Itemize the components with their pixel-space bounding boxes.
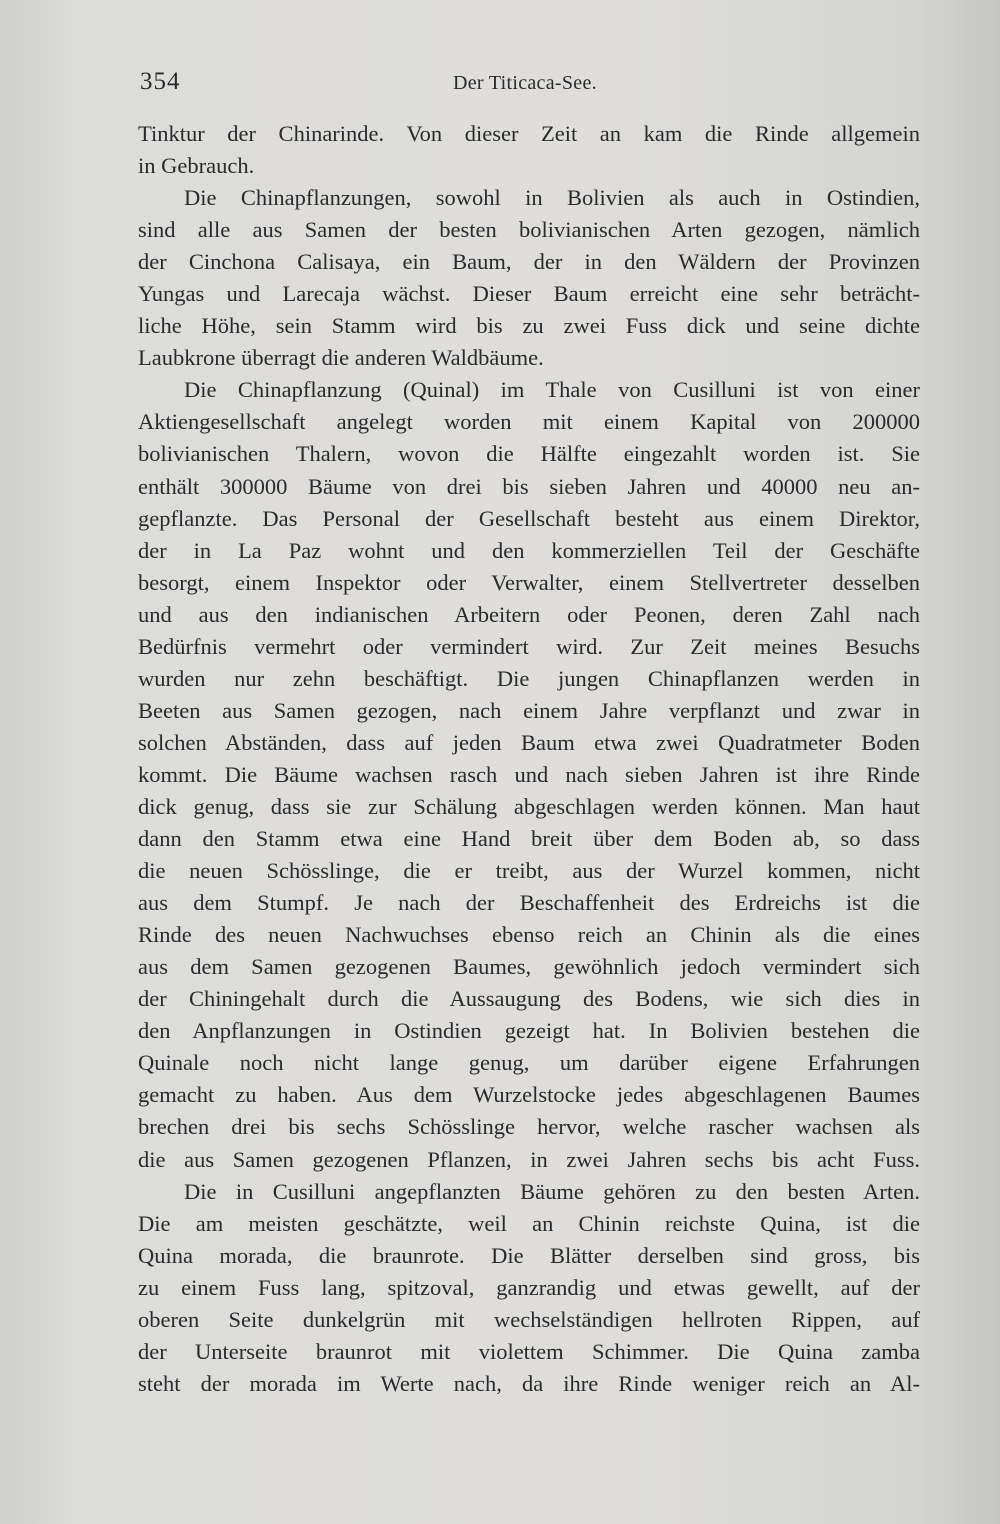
text-line: und aus den indianischen Arbeitern oder Peonen, deren Zahl nach (138, 601, 920, 627)
text-line: aus dem Stumpf. Je nach der Beschaffenheit des Erdreichs ist die (138, 890, 920, 916)
text-line: Quinale noch nicht lange genug, um darüber eigene Erfahrungen (138, 1050, 920, 1076)
text-line: Die am meisten geschätzte, weil an Chinin reichste Quina, ist die (138, 1210, 920, 1236)
text-line: der Cinchona Calisaya, ein Baum, der in den Wäldern der Provinzen (138, 249, 920, 275)
text-line: kommt. Die Bäume wachsen rasch und nach sieben Jahren ist ihre Rinde (138, 761, 920, 787)
text-line: Die Chinapflanzungen, sowohl in Bolivien als auch in Ostindien, (184, 185, 920, 211)
text-line: Quina morada, die braunrote. Die Blätter derselben sind gross, bis (138, 1242, 920, 1268)
page-header (138, 68, 918, 102)
text-line: aus dem Samen gezogenen Baumes, gewöhnlich jedoch vermindert sich (138, 954, 920, 980)
text-line: Laubkrone überragt die anderen Waldbäume. (138, 345, 544, 371)
text-line: gepflanzte. Das Personal der Gesellschaft besteht aus einem Direktor, (138, 505, 920, 531)
text-line: solchen Abständen, dass auf jeden Baum etwa zwei Quadratmeter Boden (138, 729, 920, 755)
text-line: Rinde des neuen Nachwuchses ebenso reich an Chinin als die eines (138, 922, 920, 948)
text-line: in Gebrauch. (138, 153, 255, 179)
text-line: sind alle aus Samen der besten bolivianischen Arten gezogen, nämlich (138, 217, 920, 243)
text-line: brechen drei bis sechs Schösslinge hervor, welche rascher wachsen als (138, 1114, 920, 1140)
text-line: der Chiningehalt durch die Aussaugung des Bodens, wie sich dies in (138, 986, 920, 1012)
text-line: Aktiengesellschaft angelegt worden mit einem Kapital von 200000 (138, 409, 920, 435)
text-line: Bedürfnis vermehrt oder vermindert wird. Zur Zeit meines Besuchs (138, 633, 920, 659)
running-head: Der Titicaca-See. (453, 72, 597, 94)
text-line: Die in Cusilluni angepflanzten Bäume gehören zu den besten Arten. (184, 1178, 920, 1204)
text-line: wurden nur zehn beschäftigt. Die jungen Chinapflanzen werden in (138, 665, 920, 691)
text-line: Die Chinapflanzung (Quinal) im Thale von Cusilluni ist von einer (184, 377, 920, 403)
text-line: der Unterseite braunrot mit violettem Schimmer. Die Quina zamba (138, 1338, 920, 1364)
text-line: zu einem Fuss lang, spitzoval, ganzrandig und etwas gewellt, auf der (138, 1274, 920, 1300)
text-line: den Anpflanzungen in Ostindien gezeigt hat. In Bolivien bestehen die (138, 1018, 920, 1044)
text-line: die aus Samen gezogenen Pflanzen, in zwei Jahren sechs bis acht Fuss. (138, 1146, 920, 1172)
text-line: dann den Stamm etwa eine Hand breit über dem Boden ab, so dass (138, 826, 920, 852)
text-line: Tinktur der Chinarinde. Von dieser Zeit an kam die Rinde allgemein (138, 121, 920, 146)
text-line: liche Höhe, sein Stamm wird bis zu zwei Fuss dick und seine dichte (138, 313, 920, 339)
text-line: dick genug, dass sie zur Schälung abgeschlagen werden können. Man haut (138, 793, 920, 819)
text-line: oberen Seite dunkelgrün mit wechselständigen hellroten Rippen, auf (138, 1306, 920, 1332)
text-line: gemacht zu haben. Aus dem Wurzelstocke jedes abgeschlagenen Baumes (138, 1082, 920, 1108)
text-line: steht der morada im Werte nach, da ihre Rinde weniger reich an Al- (138, 1370, 920, 1396)
text-line: die neuen Schösslinge, die er treibt, aus der Wurzel kommen, nicht (138, 858, 920, 884)
text-line: Yungas und Larecaja wächst. Dieser Baum erreicht eine sehr beträcht- (138, 281, 920, 307)
text-line: Beeten aus Samen gezogen, nach einem Jahre verpflanzt und zwar in (138, 697, 920, 723)
text-line: enthält 300000 Bäume von drei bis sieben Jahren und 40000 neu an- (138, 473, 920, 499)
text-line: besorgt, einem Inspektor oder Verwalter, einem Stellvertreter desselben (138, 569, 920, 595)
page-number: 354 (140, 68, 181, 95)
text-line: der in La Paz wohnt und den kommerziellen Teil der Geschäfte (138, 537, 920, 563)
body-text (138, 118, 920, 1400)
text-line: bolivianischen Thalern, wovon die Hälfte eingezahlt worden ist. Sie (138, 441, 920, 467)
